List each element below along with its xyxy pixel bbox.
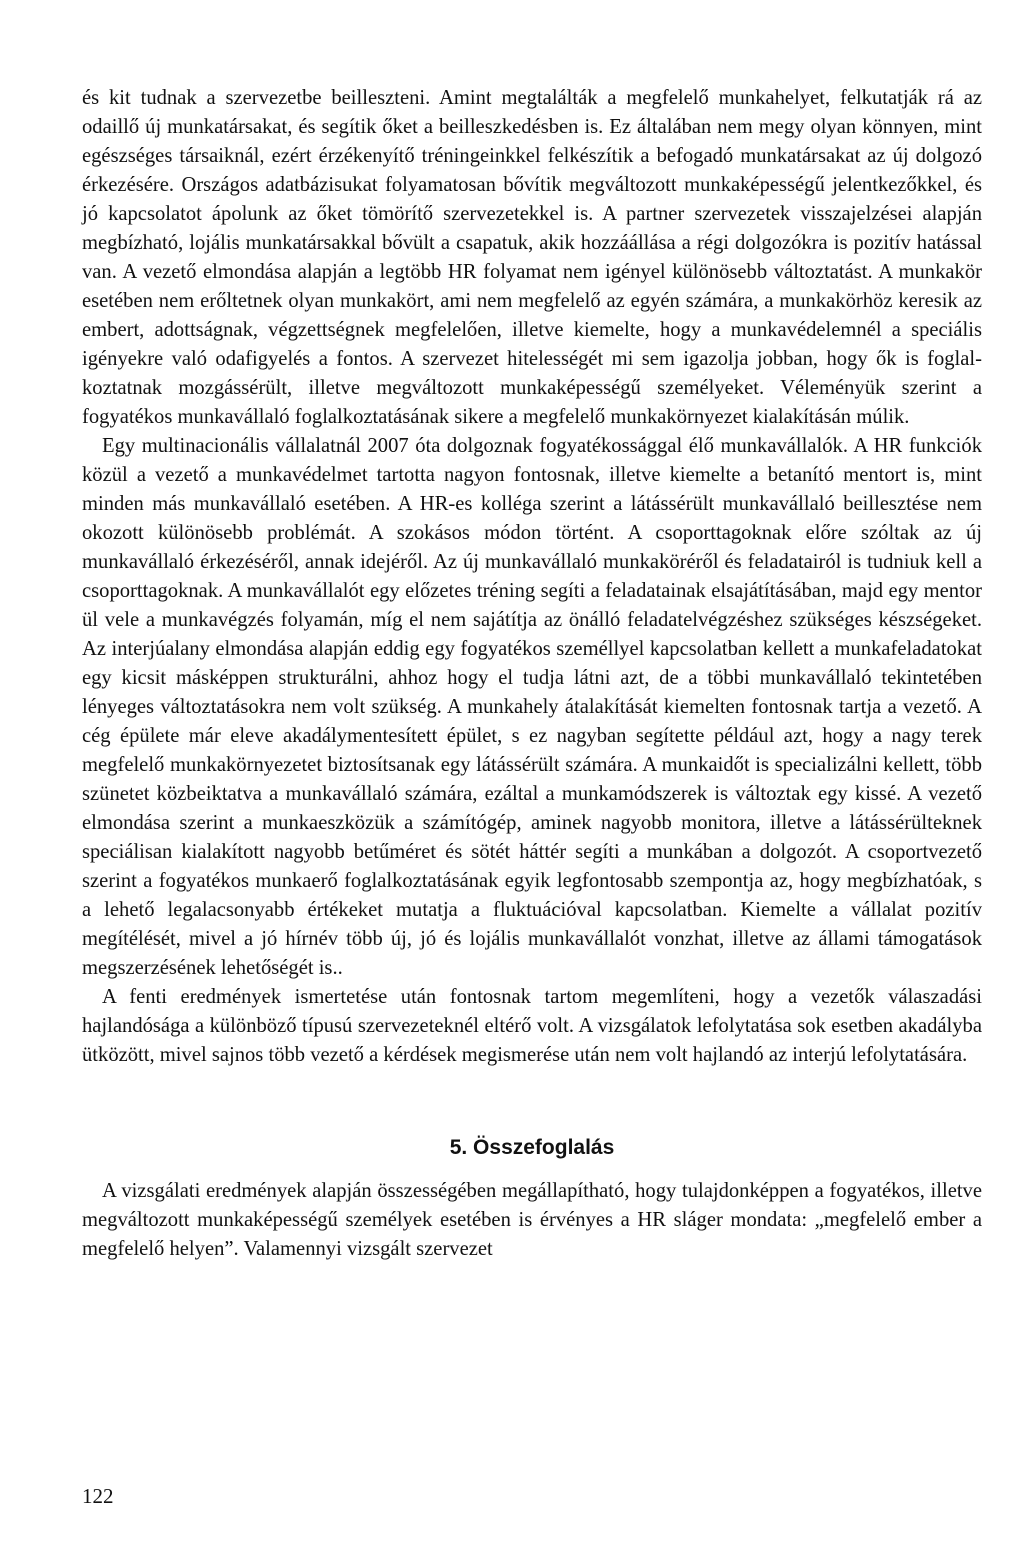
- page-number: 122: [82, 1484, 114, 1508]
- body-paragraph: és kit tudnak a szervezetbe beilleszteni. Amint megtalálták a megfelelő munkahelyet, felkutatják rá az odaillő új munkatársakat, és segítik őket a beilleszkedésben is. Ez általában nem megy olyan könnyen, mint egészséges társaiknál, ezért érzékenyítő tréningeinkkel felkészítik a befogadó munkatársakat az új dolgozó érkezésére. Országos adatbázisukat folyamatosan bővítik megváltozott munkaképességű jelentkezőkkel, és jó kapcsolatot ápolunk az őket tömörítő szervezetekkel is. A partner szervezetek visszajelzései alapján megbízható, lojális munkatársakkal bővült a csapatuk, akik hozzáállása a régi dolgozókra is pozitív hatással van. A vezető elmondása alapján a legtöbb HR folyamat nem igényel különösebb változtatást. A munkakör esetében nem erőltetnek olyan munkakört, ami nem megfelelő az egyén számára, a munkakörhöz keresik az embert, adottságnak, végzettségnek megfelelően, illetve kiemelte, hogy a munkavédelemnél a speciális igényekre való odafigyelés a fontos. A szervezet hitelességét mi sem igazolja jobban, hogy ők is foglalkoztatnak mozgássérült, illetve megváltozott munkaképességű személyeket. Véleményük szerint a fogyatékos munkavállaló foglalkoztatásának sikere a megfelelő munkakörnyezet kialakításán múlik.: [82, 87, 982, 428]
- body-paragraph: A fenti eredmények ismertetése után fontosnak tartom megemlíteni, hogy a vezetők válaszadási hajlandósága a különböző típusú szervezeteknél eltérő volt. A vizsgálatok lefolytatása sok esetben akadályba ütközött, mivel sajnos több vezető a kérdések megismerése után nem volt hajlandó az interjú lefolytatására.: [82, 986, 982, 1066]
- page-content: [82, 84, 982, 1264]
- section-heading: 5. Összefoglalás: [449, 1136, 615, 1159]
- body-paragraph: Egy multinacionális vállalatnál 2007 óta dolgoznak fogyatékossággal élő munkavállalók. A HR funkciók közül a vezető a munkavédelmet tartotta nagyon fontosnak, illetve kiemelte a betanító mentort is, mint minden más munkavállaló esetében. A HR-es kolléga szerint a látássérült munkavállaló beillesztése nem okozott különösebb problémát. A szokásos módon történt. A csoporttagoknak előre szóltak az új munkavállaló érkezéséről, annak idejéről. Az új munkavállaló munkaköréről és feladatairól is tudniuk kell a csoporttagoknak. A munkavállalót egy előzetes tréning segíti a feladatainak elsajátításában, majd egy mentor ül vele a munkavégzés folyamán, míg el nem sajátítja az önálló feladatelvégzéshez szükséges készségeket. Az interjúalany elmondása alapján eddig egy fogyatékos személlyel kapcsolatban kellett a munkafeladatokat egy kicsit másképpen strukturálni, ahhoz hogy el tudja látni azt, de a többi munkavállaló tekintetében lényeges változtatásokra nem volt szükség. A munkahely átalakítását kiemelten fontosnak tartja a vezető. A cég épülete már eleve akadálymentesített épület, s ez nagyban segítette például azt, hogy a nagy terek megfelelő munkakörnyezetet biztosítsanak egy látássérült számára. A munkaidőt is specializálni kellett, több szünetet közbeiktatva a munkavállaló számára, ezáltal a munkamódszerek is változtak egy kissé. A vezető elmondása szerint a munkaeszközük a számítógép, aminek nagyobb monitora, illetve a látássérülteknek speciálisan kialakított nagyobb betűméret és sötét háttér segíti a munkában a dolgozót. A csoportvezető szerint a fogyatékos munkaerő foglalkoztatásának egyik legfontosabb szempontja az, hogy megbízhatóak, s a lehető legalacsonyabb értékeket mutatja a fluktuációval kapcsolatban. Kiemelte a vállalat pozitív megítélését, mivel a jó hírnév több új, jó és lojális munkavállalót vonzhat, illetve az állami támogatások megszerzésének lehetőségét is..: [82, 435, 982, 979]
- section-paragraph: A vizsgálati eredmények alapján összességében megállapítható, hogy tulajdonképpen a fogyatékos, illetve megváltozott munkaképességű személyek esetében is érvényes a HR sláger mondata: „megfelelő ember a megfelelő helyen”. Valamennyi vizsgált szervezet: [82, 1180, 982, 1260]
